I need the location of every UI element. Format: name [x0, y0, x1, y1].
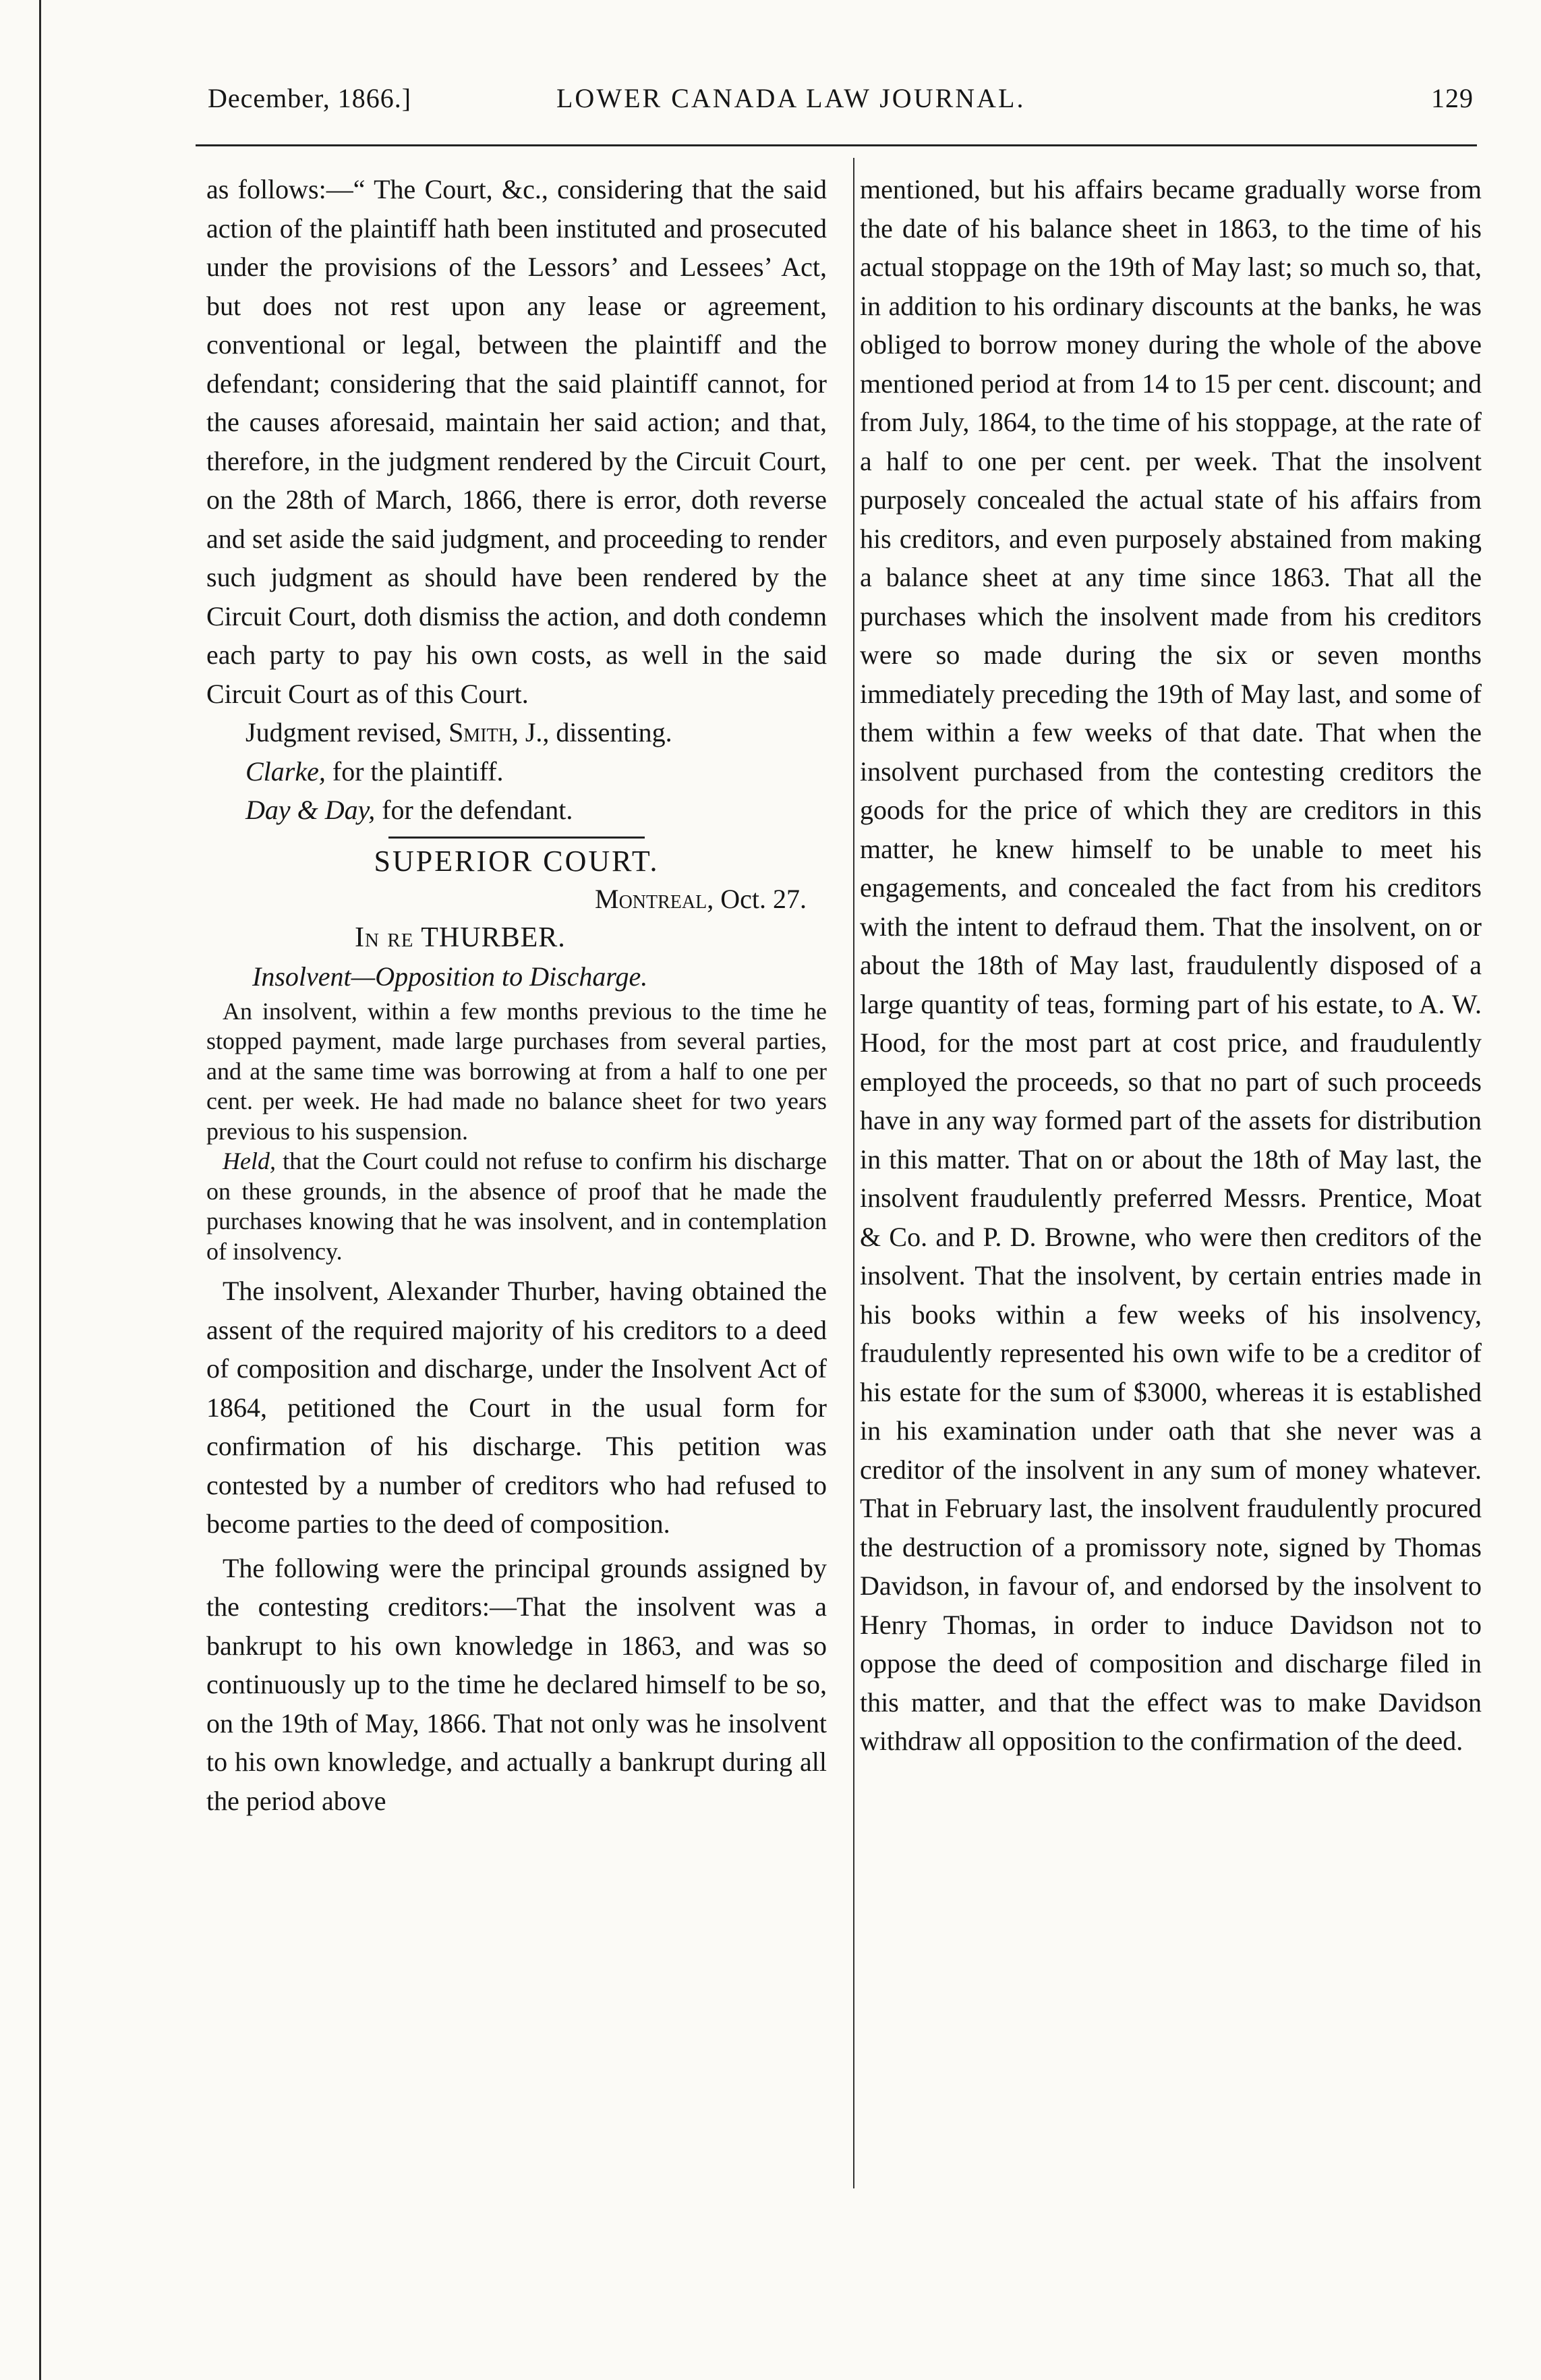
dateline — [206, 880, 827, 918]
counsel-plaintiff-name: Clarke, — [245, 756, 326, 787]
judgment-suffix: J., dissenting. — [525, 717, 672, 747]
column-divider — [853, 158, 854, 2188]
case-heading — [206, 918, 827, 957]
left-column — [206, 170, 827, 1820]
body-paragraph: The insolvent, Alexander Thurber, having obtained the assent of the required majority of his creditors to a deed of composition and discharge, under the Insolvent Act of 1864, petitioned the Court in the usual form for confirmation of his discharge. This petition was contested by a number of creditors who had refused to become parties to the deed of composition. — [206, 1276, 827, 1539]
judgment-prefix: Judgment revised, — [245, 717, 442, 747]
header-rule — [196, 144, 1477, 146]
body-paragraph: The following were the principal grounds assigned by the contesting creditors:—That the insolvent was a bankrupt to his own knowledge in 1863, and was so continuously up to the time he declared himself to be so, on the 19th of May, 1866. That not only was he insolvent to his own knowledge, and actually a bankrupt during all the period above — [206, 1552, 827, 1816]
held-label: Held, — [223, 1148, 276, 1174]
counsel-plaintiff-role: for the plaintiff. — [332, 756, 504, 787]
court-title: SUPERIOR COURT. — [374, 844, 660, 878]
case-name: THURBER. — [421, 922, 566, 953]
dateline-date: Oct. 27. — [720, 883, 807, 914]
dateline-place: Montreal, — [595, 883, 714, 914]
header-date: December, 1866.] — [208, 83, 412, 113]
judge-name: Smith — [448, 717, 512, 747]
section-rule — [388, 837, 645, 839]
body-paragraph: mentioned, but his affairs became gradually worse from the date of his balance sheet in 1863, to the time of his actual stoppage on the 19th of May last; so much so, that, in addition to his ordinary discounts at the banks, he was obliged to borrow money during the whole of the above mentioned period at from 14 to 15 per cent. discount; and from July, 1864, to the time of his stoppage, at the rate of a half to one per cent. per week. That the insolvent purposely concealed the actual state of his affairs from his creditors, and even purposely abstained from making a balance sheet at any time since 1863. That all the purchases which the insolvent made from his creditors were so made during the six or seven months immediately preceding the 19th of May last, and some of them within a few weeks of that date. That when the insolvent purchased from the contesting creditors the goods for the price of which they are creditors in this matter, he knew himself to be unable to meet his engagements, and concealed the fact from his creditors with the intent to defraud them. That the insolvent, on or about the 18th of May last, fraudulently disposed of a large quantity of teas, forming part of his estate, to A. W. Hood, for the most part at cost price, and fraudulently employed the proceeds, so that no part of such proceeds have in any way formed part of the assets for distribution in this matter. That on or about the 18th of May last, the insolvent fraudulently preferred Messrs. Prentice, Moat & Co. and P. D. Browne, who were then creditors of the insolvent. That the insolvent, by certain entries made in his books within a few weeks of his insolvency, fraudulently represented his own wife to be a creditor of his estate for the sum of $3000, whereas it is established in his examination under oath that she never was a creditor of the insolvent in any sum of money whatever. That in February last, the insolvent fraudulently procured the destruction of a promissory note, signed by Thomas Davidson, in favour of, and endorsed by the insolvent to Henry Thomas, in order to induce Davidson not to oppose the deed of composition and discharge filed in this matter, and that the effect was to make Davidson withdraw all opposition to the confirmation of the deed. — [860, 174, 1482, 1756]
counsel-plaintiff-line — [206, 752, 827, 791]
binding-edge-rule — [39, 0, 41, 2380]
right-column — [860, 170, 1482, 1761]
counsel-defendant-line — [206, 791, 827, 830]
counsel-defendant-role: for the defendant. — [382, 795, 573, 825]
header-page-number: 129 — [1431, 83, 1474, 113]
headnote-held — [206, 1146, 827, 1266]
opinion-paragraph: as follows:—“ The Court, &c., considering that the said action of the plaintiff hath been instituted and prosecuted under the provisions of the Lessors’ and Lessees’ Act, but does not rest upon any lease or agreement, conventional or legal, between the plaintiff and the defendant; considering that the said plaintiff cannot, for the causes aforesaid, maintain her said action; and that, therefore, in the judgment rendered by the Circuit Court, on the 28th of March, 1866, there is error, doth reverse and set aside the said judgment, and proceeding to render such judgment as should have been rendered by the Circuit Court, doth dismiss the action, and doth condemn each party to pay his own costs, as well in the said Circuit Court as of this Court. — [206, 174, 827, 709]
in-re-label: In re — [355, 922, 414, 953]
headnote-facts: An insolvent, within a few months previous to the time he stopped payment, made large purchases from several parties, and at the same time was borrowing at from a half to one per cent. per week. He had made no balance sheet for two years previous to his suspension. — [206, 997, 827, 1145]
running-header — [196, 73, 1480, 120]
counsel-defendant-name: Day & Day, — [245, 795, 376, 825]
judgment-line: Judgment revised, Smith, J., dissenting. — [245, 717, 672, 747]
header-journal-title: LOWER CANADA LAW JOURNAL. — [556, 83, 1026, 113]
held-text: that the Court could not refuse to confirm his discharge on these grounds, in the absence of proof that he made the purchases knowing that he was insolvent, and in contemplation of insolvency. — [206, 1148, 827, 1265]
case-subject: Insolvent—Opposition to Discharge. — [252, 961, 648, 992]
